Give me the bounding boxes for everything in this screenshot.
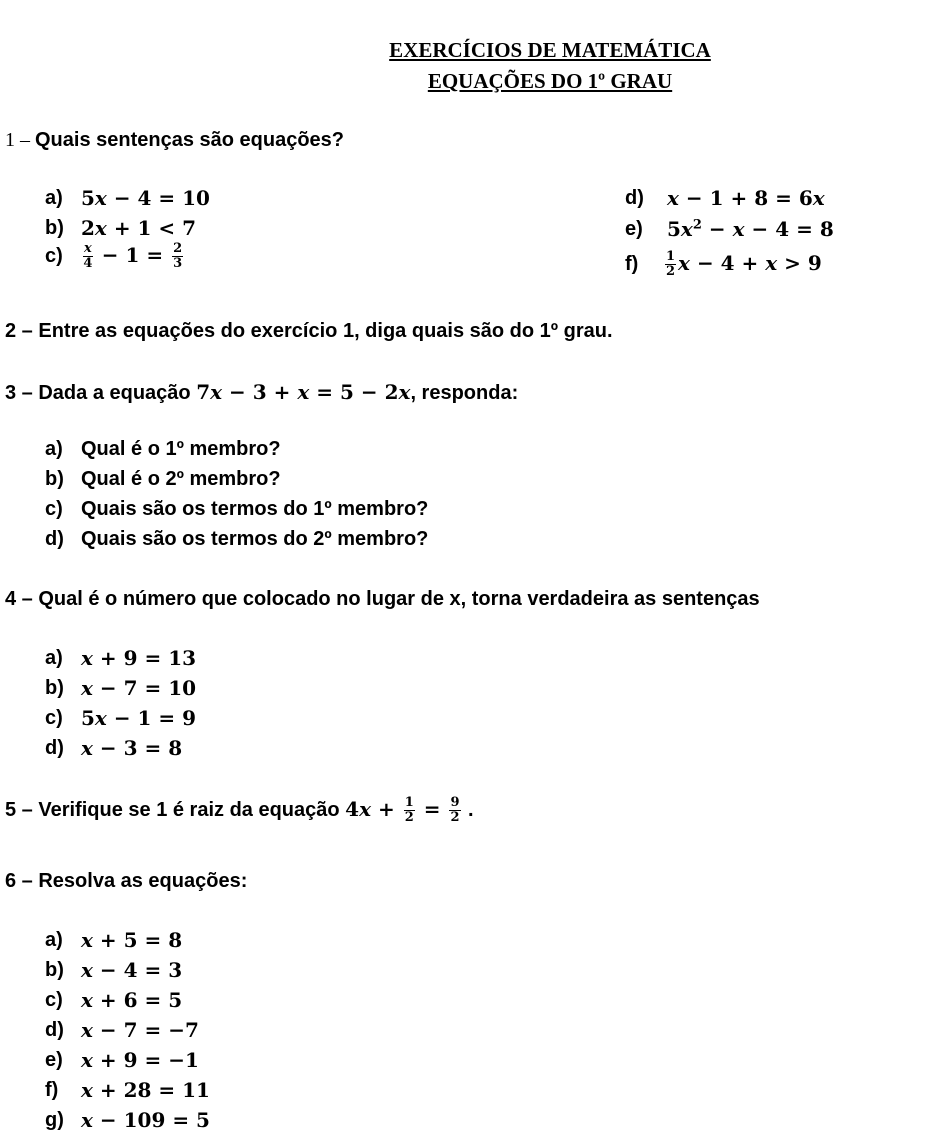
- item-label: b): [45, 676, 64, 699]
- question-4: 4 – Qual é o número que colocado no lugar de x, torna verdadeira as sentenças: [5, 588, 760, 610]
- equation: x − 4 = 3: [81, 958, 183, 982]
- question-3-equation: 7x − 3 + x = 5 − 2x: [196, 380, 411, 404]
- equation: x + 5 = 8: [81, 928, 183, 952]
- item-label: f): [625, 253, 639, 275]
- question-1: [5, 129, 344, 152]
- q3-item-a: [45, 438, 281, 461]
- question-6: 6 – Resolva as equações:: [5, 870, 248, 892]
- equation: 2x + 1 < 7: [81, 216, 197, 240]
- q1-item-b: [45, 216, 196, 240]
- equation: $5x^2 - x - 4 = 8$: [667, 217, 834, 241]
- item-label: g): [45, 1108, 64, 1131]
- question-5: [5, 796, 474, 825]
- equation: x − 7 = −7: [81, 1018, 199, 1042]
- equation: 5x − 4 = 10: [81, 186, 210, 210]
- question-3: [5, 380, 518, 405]
- equation: 5x − 1 = 9: [81, 706, 197, 730]
- item-label: a): [45, 186, 63, 209]
- equation: x + 9 = 13: [81, 646, 197, 670]
- equation: $\frac{1}{2}$ x − 4 + x > 9: [666, 249, 822, 279]
- equation: x − 3 = 8: [81, 736, 183, 760]
- q1-item-a: [45, 186, 210, 210]
- item-label: f): [45, 1078, 59, 1101]
- item-label: c): [45, 988, 63, 1011]
- q1-item-e: [625, 217, 834, 241]
- q4-item-c: [45, 706, 196, 730]
- q6-item-f: [45, 1078, 210, 1102]
- item-label: d): [625, 186, 644, 209]
- q6-item-b: [45, 958, 182, 982]
- item-label: c): [45, 245, 63, 267]
- equation: x − 1 + 8 = 6x: [667, 186, 825, 210]
- item-text: Quais são os termos do 2º membro?: [81, 528, 429, 550]
- question-3-suffix: , responda:: [410, 382, 519, 404]
- item-text: Quais são os termos do 1º membro?: [81, 498, 429, 520]
- item-label: e): [625, 217, 643, 240]
- question-5-suffix: .: [462, 799, 474, 821]
- q1-item-d: [625, 186, 825, 210]
- question-2: 2 – Entre as equações do exercício 1, diga quais são do 1º grau.: [5, 320, 613, 342]
- q3-item-b: [45, 468, 281, 491]
- question-3-prefix: 3 – Dada a equação: [5, 382, 197, 404]
- item-label: a): [45, 438, 63, 460]
- item-label: b): [45, 958, 64, 981]
- item-label: c): [45, 706, 63, 729]
- q3-item-c: [45, 498, 428, 521]
- q1-item-c: [45, 242, 185, 271]
- equation: x − 7 = 10: [81, 676, 197, 700]
- equation: $\frac{x}{4}$ − 1 = $\frac{2}{3}$: [83, 241, 183, 271]
- equation: x + 9 = −1: [81, 1048, 199, 1072]
- equation: x + 6 = 5: [81, 988, 183, 1012]
- q6-item-g: [45, 1108, 210, 1132]
- question-1-number: 1: [5, 129, 15, 151]
- item-label: c): [45, 498, 63, 520]
- title-line-1: EXERCÍCIOS DE MATEMÁTICA: [389, 38, 711, 62]
- item-text: Qual é o 1º membro?: [81, 438, 281, 460]
- title-line-2: EQUAÇÕES DO 1º GRAU: [427, 69, 673, 93]
- q4-item-d: [45, 736, 182, 760]
- item-label: b): [45, 468, 64, 490]
- q1-item-f: [625, 250, 822, 279]
- q6-item-c: [45, 988, 182, 1012]
- item-label: e): [45, 1048, 63, 1071]
- q6-item-e: [45, 1048, 199, 1072]
- item-text: Qual é o 2º membro?: [81, 468, 281, 490]
- question-1-dash: –: [15, 129, 35, 151]
- question-5-prefix: 5 – Verifique se 1 é raiz da equação: [5, 799, 346, 821]
- item-label: a): [45, 646, 63, 669]
- item-label: d): [45, 736, 64, 759]
- question-5-equation: 4x + $\frac{1}{2}$ = $\frac{9}{2}$: [345, 795, 460, 825]
- q6-item-d: [45, 1018, 199, 1042]
- q4-item-a: [45, 646, 196, 670]
- q4-item-b: [45, 676, 196, 700]
- q6-item-a: [45, 928, 182, 952]
- question-1-text: Quais sentenças são equações?: [35, 129, 345, 151]
- item-label: d): [45, 1018, 64, 1041]
- item-label: b): [45, 216, 64, 239]
- equation: x − 109 = 5: [81, 1108, 210, 1132]
- equation: x + 28 = 11: [81, 1078, 210, 1102]
- q3-item-d: [45, 528, 428, 551]
- item-label: d): [45, 528, 64, 550]
- item-label: a): [45, 928, 63, 951]
